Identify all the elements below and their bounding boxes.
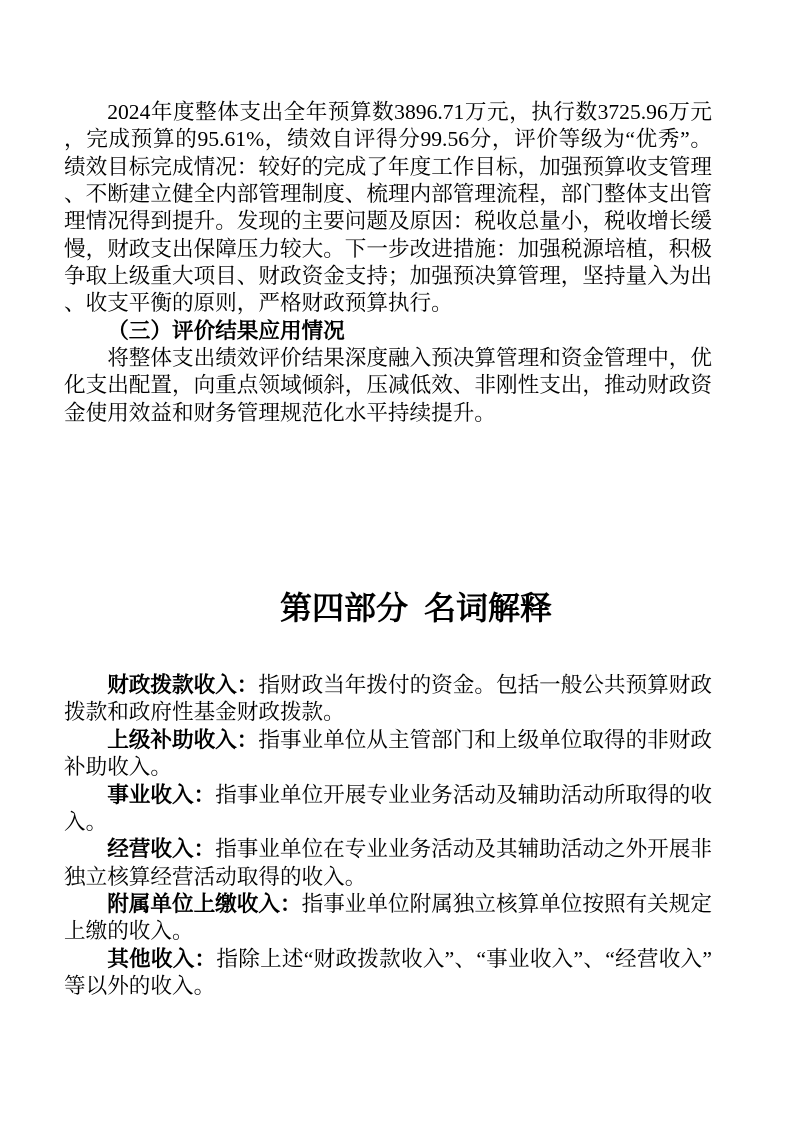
page-content — [64, 99, 712, 1000]
performance-summary-paragraph: 2024年度整体支出全年预算数3896.71万元，执行数3725.96万元，完成预算的95.61%，绩效自评得分99.56分，评价等级为“优秀”。绩效目标完成情况：较好的完成了年度工作目标，加强预算收支管理、不断建立健全内部管理制度、梳理内部管理流程，部门整体支出管理情况得到提升。发现的主要问题及原因：税收总量小，税收增长缓慢，财政支出保障压力较大。下一步改进措施：加强税源培植，积极争取上级重大项目、财政资金支持；加强预决算管理，坚持量入为出、收支平衡的原则，严格财政预算执行。 — [64, 100, 712, 316]
glossary-term-item — [64, 782, 712, 837]
glossary-term-list — [64, 672, 712, 1000]
glossary-section-title: 第四部分 名词解释 — [279, 590, 552, 627]
glossary-term-item — [64, 891, 712, 946]
glossary-term-item — [64, 946, 712, 1001]
term-definition: 指事业单位从主管部门和上级单位取得的非财政补助收入。 — [64, 727, 712, 780]
term-label: 财政拨款收入： — [107, 673, 259, 698]
term-definition: 指事业单位附属独立核算单位按照有关规定上缴的收入。 — [64, 891, 712, 944]
term-definition: 指财政当年拨付的资金。包括一般公共预算财政拨款和政府性基金财政拨款。 — [64, 673, 712, 725]
term-label: 附属单位上缴收入： — [107, 891, 302, 916]
term-label: 上级补助收入： — [107, 727, 259, 752]
term-label: 其他收入： — [107, 946, 217, 971]
term-definition: 指事业单位在专业业务活动及其辅助活动之外开展非独立核算经营活动取得的收入。 — [64, 837, 712, 889]
term-label: 事业收入： — [107, 782, 216, 807]
term-definition: 指除上述“财政拨款收入”、“事业收入”、“经营收入”等以外的收入。 — [64, 946, 712, 998]
glossary-term-item — [64, 836, 712, 891]
term-definition: 指事业单位开展专业业务活动及辅助活动所取得的收入。 — [64, 782, 712, 834]
glossary-term-item — [64, 727, 712, 782]
term-label: 经营收入： — [107, 837, 216, 862]
result-application-paragraph: 将整体支出绩效评价结果深度融入预决算管理和资金管理中，优化支出配置，向重点领域倾斜，压减低效、非刚性支出，推动财政资金使用效益和财务管理规范化水平持续提升。 — [64, 346, 712, 425]
glossary-term-item — [64, 672, 712, 727]
subsection-heading-result-application: （三）评价结果应用情况 — [107, 318, 345, 343]
